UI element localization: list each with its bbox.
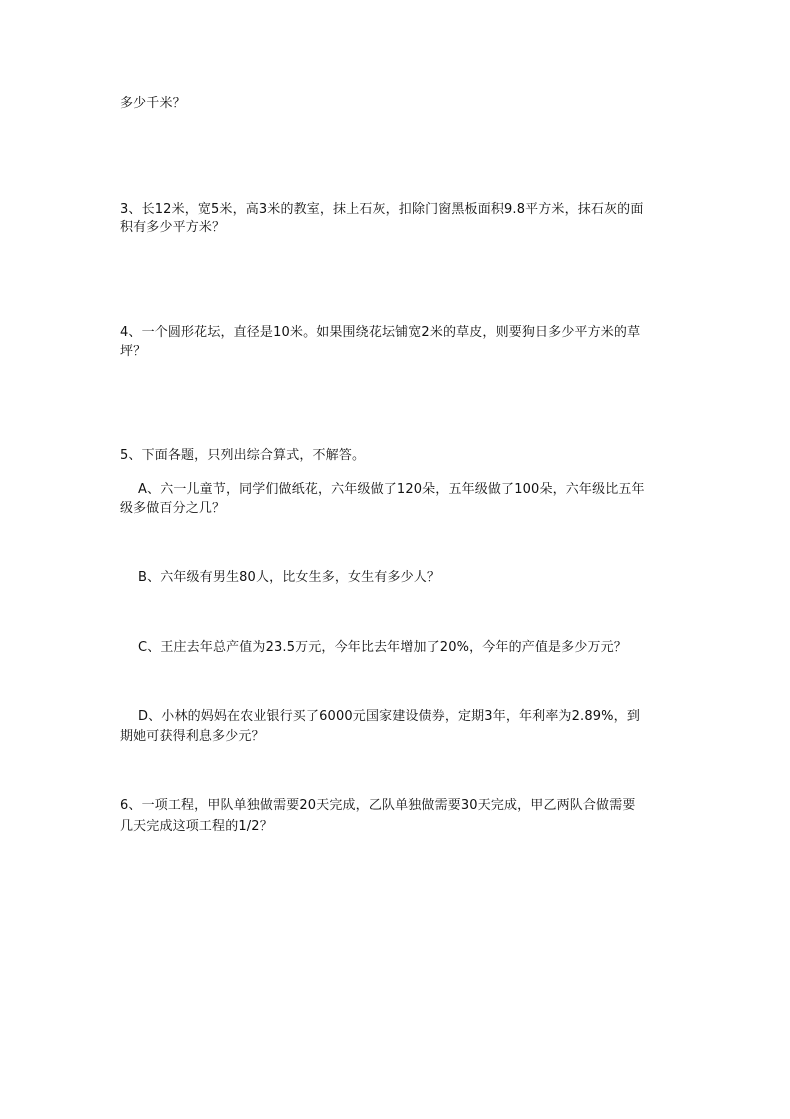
question-3-line-1: 3、长12米，宽5米，高3米的教室，抹上石灰，扣除门窗黑板面积9.8平方米，抹石灰的面 xyxy=(120,202,644,217)
question-6-line-2: 几天完成这项工程的1/2？ xyxy=(120,819,273,834)
question-5d-line-2: 期她可获得利息多少元？ xyxy=(120,729,265,744)
question-5-heading: 5、下面各题，只列出综合算式，不解答。 xyxy=(120,448,366,463)
question-5a-line-2: 级多做百分之几？ xyxy=(120,501,226,516)
question-5d-line-1: D、小林的妈妈在农业银行买了6000元国家建设债券，定期3年，年利率为2.89%，到 xyxy=(138,709,640,724)
text-line-continuation: 多少千米？ xyxy=(120,96,186,111)
question-5a-line-1: A、六一儿童节，同学们做纸花，六年级做了120朵，五年级做了100朵，六年级比五年 xyxy=(138,482,645,497)
question-4-line-1: 4、一个圆形花坛，直径是10米。如果围绕花坛铺宽2米的草皮，则要狗日多少平方米的草 xyxy=(120,325,641,340)
question-4-line-2: 坪？ xyxy=(120,344,147,359)
question-3-line-2: 积有多少平方米？ xyxy=(120,220,226,235)
question-6-line-1: 6、一项工程，甲队单独做需要20天完成，乙队单独做需要30天完成，甲乙两队合做需要 xyxy=(120,798,636,813)
question-5c: C、王庄去年总产值为23.5万元，今年比去年增加了20%，今年的产值是多少万元？ xyxy=(138,640,627,655)
question-5b: B、六年级有男生80人，比女生多，女生有多少人？ xyxy=(138,570,441,585)
